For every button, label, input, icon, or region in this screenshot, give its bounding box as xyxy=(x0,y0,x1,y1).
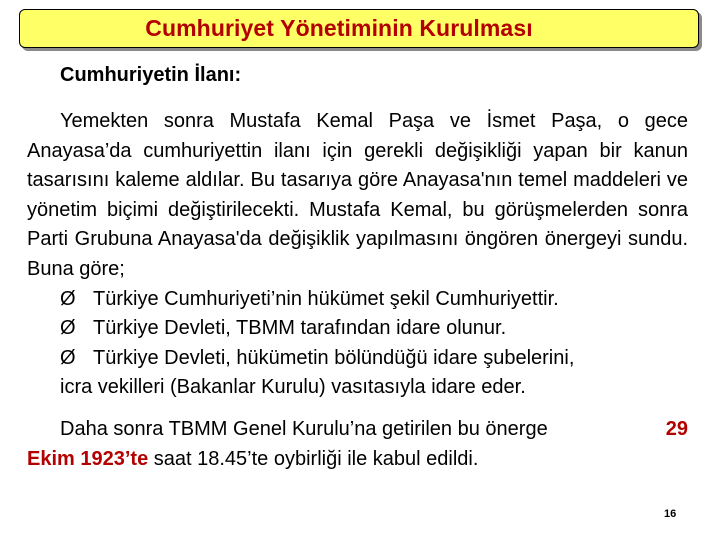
page-title: Cumhuriyet Yönetiminin Kurulması xyxy=(145,15,533,41)
paragraph-2-start: Daha sonra TBMM Genel Kurulu’na getirilen bu önerge xyxy=(60,417,548,440)
date-month-year: Ekim 1923’te xyxy=(27,447,149,470)
section-subtitle: Cumhuriyetin İlanı: xyxy=(60,64,242,86)
bullet-item-1 xyxy=(27,285,688,315)
bullet-text-2: Türkiye Devleti, TBMM tarafından idare olunur. xyxy=(93,317,507,340)
paragraph-2 xyxy=(27,415,688,474)
arrow-bullet-icon: Ø xyxy=(60,317,76,340)
title-banner xyxy=(19,9,699,48)
bullet-text-1: Türkiye Cumhuriyeti’nin hükümet şekil Cumhuriyettir. xyxy=(93,287,559,310)
paragraph-1 xyxy=(27,107,688,285)
bullet-3-continuation: icra vekilleri (Bakanlar Kurulu) vasıtasıyla idare eder. xyxy=(60,376,526,399)
arrow-bullet-icon: Ø xyxy=(60,287,76,310)
bullet-item-3 xyxy=(27,344,688,374)
slide-body xyxy=(27,107,688,474)
paragraph-2-end: saat 18.45’te oybirliği ile kabul edildi. xyxy=(148,447,479,470)
paragraph-2-line-2 xyxy=(27,445,688,475)
page-number: 16 xyxy=(664,508,677,520)
paragraph-1-text: Yemekten sonra Mustafa Kemal Paşa ve İsmet Paşa, o gece Anayasa’da cumhuriyettin ilanı için gerekli değişikliği yapan bir kanun tasarısını kaleme aldılar. Bu tasarıya göre Anayasa'nın temel maddeleri ve yönetim biçimi değiştirilecekti. Mustafa Kemal, bu görüşmelerden sonra Parti Grubuna Anayasa'da değişiklik yapılmasını öngören önergeyi sundu. Buna göre; xyxy=(27,110,688,280)
bullet-text-3: Türkiye Devleti, hükümetin bölündüğü idare şubelerini, xyxy=(93,346,575,369)
arrow-bullet-icon: Ø xyxy=(60,346,76,369)
bullet-item-2 xyxy=(27,314,688,344)
paragraph-2-line-1 xyxy=(27,415,688,445)
date-day: 29 xyxy=(665,417,688,440)
